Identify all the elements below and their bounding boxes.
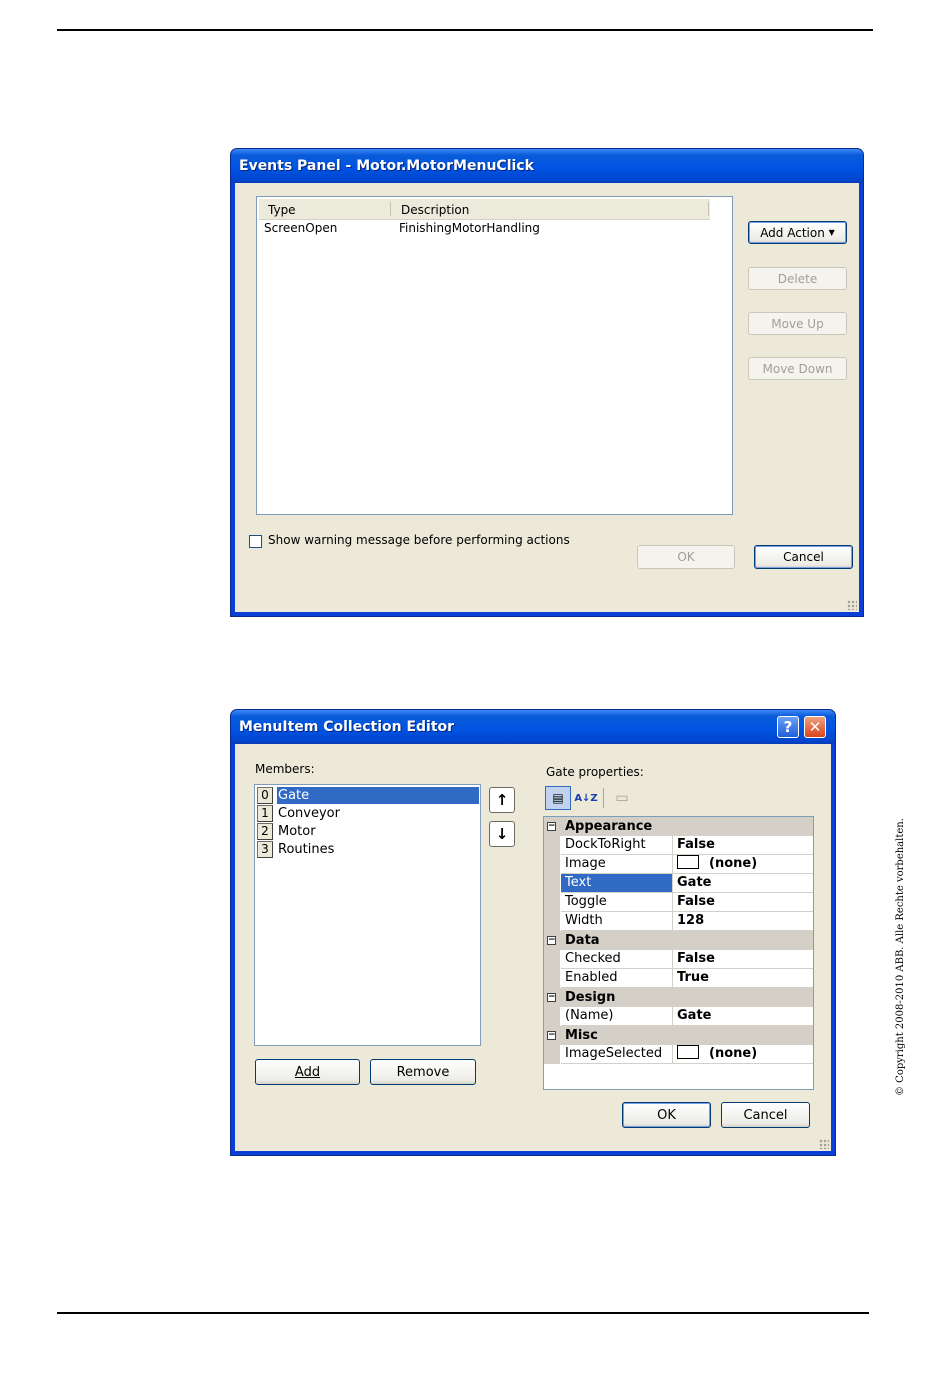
property-row[interactable] — [544, 969, 813, 988]
list-item[interactable] — [257, 787, 479, 805]
collapse-icon[interactable]: − — [548, 1030, 556, 1040]
member-index: 0 — [257, 787, 273, 804]
property-value[interactable]: False — [673, 836, 813, 855]
property-row[interactable] — [544, 874, 813, 893]
category-appearance[interactable] — [544, 817, 813, 836]
alphabetical-view-button[interactable] — [573, 786, 599, 810]
warning-checkbox-label: Show warning message before performing actions — [268, 533, 570, 547]
arrow-up-icon: ↑ — [495, 791, 509, 809]
actions-list-header — [259, 199, 710, 220]
move-member-up-button[interactable] — [489, 787, 515, 813]
help-icon: ? — [783, 718, 793, 736]
property-name: (Name) — [561, 1007, 673, 1026]
menuitem-editor-window — [230, 709, 836, 1156]
property-value[interactable]: True — [673, 969, 813, 988]
property-name: Image — [561, 855, 673, 874]
gutter — [544, 836, 560, 855]
add-button-label: Add — [294, 1064, 321, 1080]
row-type-cell: ScreenOpen — [264, 221, 338, 235]
add-action-button[interactable] — [748, 221, 847, 244]
property-name: Enabled — [561, 969, 673, 988]
category-label: Misc — [565, 1028, 598, 1043]
member-name: Gate — [277, 787, 479, 804]
category-data[interactable] — [544, 931, 813, 950]
close-icon: ✕ — [808, 718, 822, 736]
category-label: Appearance — [565, 819, 653, 834]
resize-grip[interactable] — [819, 1139, 829, 1149]
property-value[interactable]: 128 — [673, 912, 813, 931]
editor-cancel-button[interactable]: Cancel — [721, 1102, 810, 1128]
property-name: Text — [561, 874, 673, 893]
column-header-type[interactable]: Type — [268, 203, 296, 217]
move-down-button[interactable]: Move Down — [748, 357, 847, 380]
member-name: Routines — [278, 842, 335, 857]
property-row[interactable] — [544, 912, 813, 931]
move-up-button[interactable]: Move Up — [748, 312, 847, 335]
property-row[interactable] — [544, 950, 813, 969]
property-value[interactable]: False — [673, 950, 813, 969]
members-label: Members: — [255, 762, 315, 776]
property-name: ImageSelected — [561, 1045, 673, 1064]
property-name: Toggle — [561, 893, 673, 912]
menuitem-editor-title: MenuItem Collection Editor — [239, 719, 455, 735]
categorized-view-button[interactable] — [545, 786, 571, 810]
gutter — [544, 1045, 560, 1064]
member-index: 2 — [257, 823, 273, 840]
resize-grip[interactable] — [847, 600, 857, 610]
copyright-notice: © Copyright 2008-2010 ABB. Alle Rechte vorbehalten. — [895, 818, 906, 1096]
sort-az-icon: A↓Z — [574, 792, 598, 804]
arrow-down-icon: ↓ — [495, 825, 509, 843]
remove-button[interactable] — [370, 1059, 476, 1085]
property-name: Checked — [561, 950, 673, 969]
table-row[interactable] — [259, 219, 729, 237]
property-pages-icon: ▭ — [615, 790, 629, 806]
close-button[interactable] — [804, 716, 826, 738]
add-button[interactable] — [255, 1059, 360, 1085]
collapse-icon[interactable]: − — [548, 935, 556, 945]
dropdown-arrow-icon: ▼ — [828, 227, 835, 237]
property-name: Width — [561, 912, 673, 931]
gutter — [544, 874, 560, 893]
property-grid[interactable] — [543, 816, 814, 1090]
gutter — [544, 855, 560, 874]
delete-button[interactable]: Delete — [748, 267, 847, 290]
image-swatch-icon — [677, 1045, 699, 1059]
member-name: Motor — [278, 824, 316, 839]
events-panel-client — [235, 183, 859, 612]
column-separator — [708, 202, 709, 216]
events-panel-titlebar[interactable] — [231, 149, 863, 183]
image-swatch-icon — [677, 855, 699, 869]
bottom-rule — [57, 1312, 869, 1314]
category-misc[interactable] — [544, 1026, 813, 1045]
help-button[interactable] — [777, 716, 799, 738]
remove-button-label: Remove — [396, 1064, 450, 1080]
list-item[interactable] — [257, 841, 479, 859]
actions-list[interactable] — [256, 196, 733, 515]
property-pages-button[interactable] — [609, 786, 635, 810]
gutter — [544, 912, 560, 931]
cancel-button[interactable]: Cancel — [754, 545, 853, 569]
category-label: Data — [565, 933, 600, 948]
category-label: Design — [565, 990, 616, 1005]
property-row[interactable] — [544, 893, 813, 912]
add-action-label: Add Action — [760, 225, 825, 240]
image-selected-value-text: (none) — [709, 1046, 758, 1061]
top-rule — [57, 29, 873, 31]
gutter — [544, 950, 560, 969]
move-member-down-button[interactable] — [489, 821, 515, 847]
menuitem-editor-client — [235, 744, 831, 1151]
property-row[interactable] — [544, 1007, 813, 1026]
menuitem-editor-titlebar[interactable] — [231, 710, 835, 744]
categorized-icon: ▤ — [552, 791, 564, 805]
properties-label: Gate properties: — [546, 765, 644, 779]
collapse-icon[interactable]: − — [548, 821, 556, 831]
image-value-text: (none) — [709, 856, 758, 871]
property-value[interactable] — [673, 1045, 813, 1064]
list-item[interactable] — [257, 805, 479, 823]
column-separator — [390, 202, 391, 216]
member-name: Conveyor — [278, 806, 340, 821]
row-description-cell: FinishingMotorHandling — [399, 221, 540, 235]
member-index: 3 — [257, 841, 273, 858]
gutter — [544, 969, 560, 988]
property-value[interactable] — [673, 855, 813, 874]
events-panel-title: Events Panel - Motor.MotorMenuClick — [239, 158, 534, 174]
events-panel-window — [230, 148, 864, 617]
member-index: 1 — [257, 805, 273, 822]
property-value[interactable]: Gate — [673, 1007, 813, 1026]
property-name: DockToRight — [561, 836, 673, 855]
property-row[interactable] — [544, 836, 813, 855]
column-header-description[interactable]: Description — [401, 203, 470, 217]
toolbar-separator — [603, 788, 604, 808]
list-item[interactable] — [257, 823, 479, 841]
ok-button[interactable]: OK — [637, 545, 735, 569]
gutter — [544, 893, 560, 912]
property-value[interactable]: Gate — [673, 874, 813, 893]
property-value[interactable]: False — [673, 893, 813, 912]
editor-ok-button[interactable]: OK — [622, 1102, 711, 1128]
warning-checkbox[interactable] — [249, 535, 262, 548]
category-design[interactable] — [544, 988, 813, 1007]
property-row[interactable] — [544, 1045, 813, 1064]
collapse-icon[interactable]: − — [548, 992, 556, 1002]
members-list[interactable] — [254, 784, 481, 1046]
gutter — [544, 1007, 560, 1026]
property-row[interactable] — [544, 855, 813, 874]
